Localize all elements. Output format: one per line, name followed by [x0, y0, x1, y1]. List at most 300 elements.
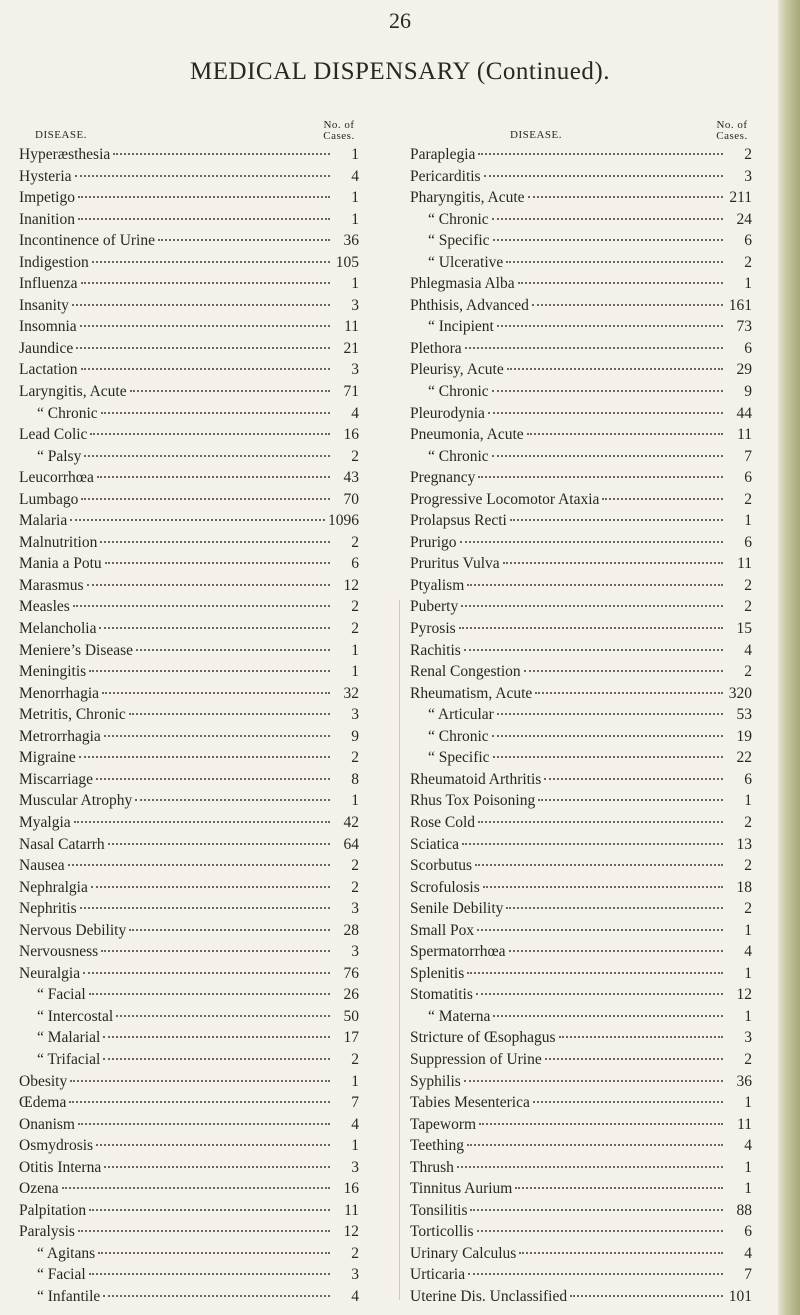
- dot-leader: [493, 239, 723, 241]
- disease-name: Meniere’s Disease: [19, 641, 134, 659]
- dot-leader: [70, 1080, 330, 1082]
- case-count: 1: [351, 146, 359, 163]
- disease-name: Rhus Tox Poisoning: [410, 792, 536, 810]
- case-count: 88: [736, 1201, 752, 1219]
- disease-row: [410, 1073, 752, 1095]
- case-count: 2: [351, 1244, 359, 1262]
- dot-leader: [559, 1036, 723, 1038]
- dot-leader: [533, 1101, 723, 1103]
- dot-leader: [538, 799, 723, 801]
- case-count: 15: [736, 620, 752, 638]
- case-count: 2: [351, 447, 359, 465]
- disease-name: Plethora: [410, 339, 462, 357]
- case-count: 3: [351, 296, 359, 314]
- disease-row: [19, 491, 359, 513]
- disease-row: [410, 275, 752, 297]
- dot-leader: [460, 541, 724, 543]
- disease-name: Nausea: [19, 857, 65, 875]
- dot-leader: [506, 907, 723, 909]
- dot-leader: [493, 756, 723, 758]
- case-count: 1: [351, 1137, 359, 1155]
- dot-leader: [467, 972, 723, 974]
- dot-leader: [477, 929, 723, 931]
- case-count: 44: [736, 404, 752, 422]
- disease-row: [19, 211, 359, 233]
- dot-leader: [130, 390, 330, 392]
- disease-row: [410, 771, 752, 793]
- case-count: 2: [744, 598, 752, 616]
- disease-name: Rheumatoid Arthritis: [410, 770, 542, 788]
- disease-row: [410, 857, 752, 879]
- disease-row: [19, 771, 359, 793]
- disease-row: [410, 211, 752, 233]
- dot-leader: [102, 692, 330, 694]
- case-count: 161: [728, 296, 752, 314]
- case-count: 29: [736, 361, 752, 379]
- disease-row: [410, 1008, 752, 1030]
- disease-name: Osmydrosis: [19, 1137, 94, 1155]
- dot-leader: [493, 1015, 723, 1017]
- disease-name: Paraplegia: [410, 146, 476, 163]
- case-count: 9: [744, 383, 752, 401]
- dot-leader: [527, 433, 723, 435]
- dot-leader: [532, 304, 723, 306]
- case-count: 1: [351, 792, 359, 810]
- right-column-header: [410, 119, 752, 156]
- disease-name: Syphilis: [410, 1072, 461, 1090]
- disease-row: [410, 361, 752, 383]
- disease-row: [410, 598, 752, 620]
- disease-name: Uterine Dis. Unclassified: [410, 1287, 568, 1305]
- page-edge: [778, 0, 800, 1315]
- disease-name: Sciatica: [410, 835, 460, 853]
- dot-leader: [492, 735, 723, 737]
- case-count: 2: [351, 878, 359, 896]
- cases-header-line1: No. of: [716, 119, 748, 131]
- right-disease-list: [410, 146, 752, 1310]
- case-count: 1: [744, 1094, 752, 1112]
- dot-leader: [87, 584, 330, 586]
- disease-row: [19, 405, 359, 427]
- case-count: 6: [744, 1223, 752, 1241]
- dot-leader: [510, 519, 723, 521]
- dot-leader: [468, 1273, 723, 1275]
- dot-leader: [89, 1273, 330, 1275]
- disease-row: [19, 1288, 359, 1310]
- disease-row: [410, 512, 752, 534]
- disease-row: [19, 1202, 359, 1224]
- case-count: 1: [744, 1007, 752, 1025]
- disease-row: [410, 642, 752, 664]
- dot-leader: [465, 347, 723, 349]
- case-count: 73: [736, 318, 752, 336]
- dot-leader: [108, 843, 330, 845]
- dot-leader: [129, 713, 330, 715]
- disease-row: [410, 318, 752, 340]
- case-count: 2: [744, 576, 752, 594]
- disease-name: Metrorrhagia: [19, 727, 101, 745]
- case-count: 3: [744, 167, 752, 185]
- disease-name: “ Facial: [37, 1266, 86, 1284]
- dot-leader: [492, 390, 723, 392]
- case-count: 2: [351, 598, 359, 616]
- disease-name: Torticollis: [410, 1223, 474, 1241]
- disease-name: Myalgia: [19, 813, 71, 831]
- case-count: 32: [343, 684, 359, 702]
- disease-row: [19, 340, 359, 362]
- disease-name: Urticaria: [410, 1266, 466, 1284]
- disease-name: “ Intercostal: [37, 1007, 114, 1025]
- disease-name: Lactation: [19, 361, 78, 379]
- case-count: 9: [351, 727, 359, 745]
- disease-name: Melancholia: [19, 620, 97, 638]
- case-count: 2: [744, 490, 752, 508]
- case-count: 11: [737, 555, 752, 573]
- disease-row: [19, 598, 359, 620]
- dot-leader: [80, 907, 330, 909]
- disease-name: Pruritus Vulva: [410, 555, 500, 573]
- dot-leader: [467, 1144, 723, 1146]
- disease-row: [410, 749, 752, 771]
- disease-name: Nervousness: [19, 943, 99, 961]
- disease-name: Splenitis: [410, 964, 465, 982]
- case-count: 6: [744, 533, 752, 551]
- case-count: 76: [343, 964, 359, 982]
- dot-leader: [492, 218, 723, 220]
- disease-name: Marasmus: [19, 576, 84, 594]
- disease-name: “ Agitans: [37, 1244, 96, 1262]
- disease-name: Tabies Mesenterica: [410, 1094, 530, 1112]
- disease-name: “ Facial: [37, 986, 86, 1004]
- dot-leader: [464, 649, 723, 651]
- dot-leader: [97, 476, 330, 478]
- disease-name: “ Materna: [428, 1007, 491, 1025]
- case-count: 12: [343, 1223, 359, 1241]
- disease-row: [410, 728, 752, 750]
- disease-row: [19, 1116, 359, 1138]
- dot-leader: [129, 929, 330, 931]
- case-count: 18: [736, 878, 752, 896]
- dot-leader: [503, 562, 723, 564]
- disease-name: Malaria: [19, 512, 68, 530]
- disease-name: Pneumonia, Acute: [410, 426, 524, 444]
- disease-row: [19, 555, 359, 577]
- disease-name: Hysteria: [19, 167, 72, 185]
- dot-leader: [135, 799, 330, 801]
- disease-row: [410, 534, 752, 556]
- disease-name: Tinnitus Aurium: [410, 1180, 513, 1198]
- dot-leader: [488, 412, 723, 414]
- disease-row: [19, 1180, 359, 1202]
- disease-name: Phthisis, Advanced: [410, 296, 529, 314]
- case-count: 2: [744, 1050, 752, 1068]
- disease-row: [19, 857, 359, 879]
- case-count: 320: [728, 684, 752, 702]
- disease-row: [19, 534, 359, 556]
- dot-leader: [509, 950, 723, 952]
- dot-leader: [483, 886, 723, 888]
- dot-leader: [497, 325, 723, 327]
- dot-leader: [70, 519, 325, 521]
- disease-name: Paralysis: [19, 1223, 75, 1241]
- case-count: 2: [351, 620, 359, 638]
- disease-row: [19, 512, 359, 534]
- disease-row: [19, 1245, 359, 1267]
- disease-name: Laryngitis, Acute: [19, 383, 127, 401]
- case-count: 2: [744, 857, 752, 875]
- left-column-header: [19, 119, 359, 156]
- dot-leader: [92, 261, 330, 263]
- dot-leader: [524, 670, 723, 672]
- disease-name: “ Chronic: [428, 383, 489, 401]
- disease-row: [410, 1116, 752, 1138]
- disease-name: Palpitation: [19, 1201, 87, 1219]
- disease-name: “ Malarial: [37, 1029, 101, 1047]
- disease-row: [410, 1029, 752, 1051]
- disease-name: “ Trifacial: [37, 1050, 101, 1068]
- disease-name: Scorbutus: [410, 857, 472, 875]
- case-count: 4: [351, 1115, 359, 1133]
- disease-name: Nephritis: [19, 900, 77, 918]
- disease-row: [19, 986, 359, 1008]
- disease-name: Measles: [19, 598, 70, 616]
- case-count: 6: [744, 770, 752, 788]
- case-count: 1: [351, 641, 359, 659]
- dot-leader: [103, 1036, 330, 1038]
- dot-leader: [90, 433, 330, 435]
- dot-leader: [78, 1123, 330, 1125]
- dot-leader: [80, 325, 330, 327]
- disease-row: [19, 254, 359, 276]
- disease-row: [410, 254, 752, 276]
- disease-row: [410, 168, 752, 190]
- disease-row: [410, 577, 752, 599]
- disease-name: Pleurisy, Acute: [410, 361, 504, 379]
- disease-name: Influenza: [19, 275, 78, 293]
- case-count: 6: [744, 339, 752, 357]
- disease-name: Inanition: [19, 210, 75, 228]
- dot-leader: [73, 605, 330, 607]
- case-count: 1: [744, 1180, 752, 1198]
- case-count: 6: [744, 232, 752, 250]
- disease-name: Miscarriage: [19, 770, 94, 788]
- disease-name: Menorrhagia: [19, 684, 100, 702]
- right-column: [410, 119, 752, 1310]
- disease-row: [410, 448, 752, 470]
- case-count: 1: [351, 210, 359, 228]
- disease-row: [19, 943, 359, 965]
- disease-row: [410, 663, 752, 685]
- disease-name: Meningitis: [19, 663, 87, 681]
- disease-row: [410, 836, 752, 858]
- disease-name: Rose Cold: [410, 813, 476, 831]
- case-count: 16: [343, 1180, 359, 1198]
- disease-row: [410, 1051, 752, 1073]
- disease-name: Urinary Calculus: [410, 1244, 517, 1262]
- dot-leader: [479, 1123, 723, 1125]
- disease-name: “ Specific: [428, 749, 490, 767]
- case-count: 36: [343, 232, 359, 250]
- case-count: 13: [736, 835, 752, 853]
- disease-row: [410, 1159, 752, 1181]
- disease-row: [410, 1202, 752, 1224]
- dot-leader: [113, 153, 330, 155]
- case-count: 8: [351, 770, 359, 788]
- case-count: 11: [737, 426, 752, 444]
- disease-name: Pregnancy: [410, 469, 476, 487]
- dot-leader: [84, 455, 330, 457]
- disease-name: Spermatorrhœa: [410, 943, 506, 961]
- disease-row: [19, 728, 359, 750]
- disease-name: Hyperæsthesia: [19, 146, 111, 163]
- case-count: 43: [343, 469, 359, 487]
- disease-row: [410, 189, 752, 211]
- dot-leader: [89, 993, 330, 995]
- disease-row: [19, 448, 359, 470]
- disease-name: Ptyalism: [410, 576, 465, 594]
- case-count: 3: [351, 1158, 359, 1176]
- disease-row: [19, 383, 359, 405]
- dot-leader: [518, 282, 723, 284]
- case-count: 70: [343, 490, 359, 508]
- dot-leader: [100, 541, 330, 543]
- case-count: 53: [736, 706, 752, 724]
- case-count: 4: [744, 641, 752, 659]
- dot-leader: [75, 175, 330, 177]
- disease-name: Nephralgia: [19, 878, 88, 896]
- disease-row: [410, 383, 752, 405]
- dot-leader: [81, 282, 330, 284]
- dot-leader: [101, 950, 330, 952]
- case-count: 3: [351, 943, 359, 961]
- disease-row: [410, 706, 752, 728]
- case-count: 4: [351, 167, 359, 185]
- dot-leader: [78, 196, 330, 198]
- disease-row: [410, 469, 752, 491]
- case-count: 1: [351, 189, 359, 207]
- dot-leader: [76, 347, 330, 349]
- dot-leader: [477, 1230, 724, 1232]
- dot-leader: [544, 778, 723, 780]
- case-count: 1096: [328, 512, 359, 530]
- dot-leader: [91, 886, 330, 888]
- case-count: 7: [744, 1266, 752, 1284]
- dot-leader: [101, 412, 330, 414]
- case-count: 1: [744, 964, 752, 982]
- disease-row: [410, 1245, 752, 1267]
- cases-header: [712, 120, 752, 142]
- disease-name: “ Chronic: [37, 404, 98, 422]
- case-count: 1: [744, 275, 752, 293]
- disease-row: [410, 943, 752, 965]
- dot-leader: [484, 175, 723, 177]
- dot-leader: [78, 1230, 330, 1232]
- left-disease-list: [19, 146, 359, 1310]
- disease-row: [19, 297, 359, 319]
- case-count: 105: [335, 253, 359, 271]
- dot-leader: [470, 1209, 723, 1211]
- disease-name: “ Incipient: [428, 318, 494, 336]
- disease-row: [19, 1073, 359, 1095]
- dot-leader: [62, 1187, 330, 1189]
- disease-row: [19, 189, 359, 211]
- disease-row: [19, 1029, 359, 1051]
- dot-leader: [99, 627, 330, 629]
- disease-name: Insanity: [19, 296, 69, 314]
- dot-leader: [476, 993, 723, 995]
- dot-leader: [69, 1101, 330, 1103]
- disease-name: Nervous Debility: [19, 921, 127, 939]
- disease-name: Onanism: [19, 1115, 75, 1133]
- column-divider: [399, 600, 400, 1300]
- dot-leader: [98, 1252, 330, 1254]
- disease-row: [410, 1223, 752, 1245]
- disease-name: Renal Congestion: [410, 663, 521, 681]
- case-count: 6: [351, 555, 359, 573]
- disease-row: [19, 275, 359, 297]
- disease-name: Pleurodynia: [410, 404, 485, 422]
- disease-row: [19, 900, 359, 922]
- disease-name: Senile Debility: [410, 900, 504, 918]
- case-count: 6: [744, 469, 752, 487]
- dot-leader: [96, 778, 330, 780]
- dot-leader: [105, 562, 330, 564]
- disease-name: Muscular Atrophy: [19, 792, 133, 810]
- disease-name: Progressive Locomotor Ataxia: [410, 490, 600, 508]
- disease-name: Jaundice: [19, 339, 74, 357]
- disease-name: Leucorrhœa: [19, 469, 94, 487]
- dot-leader: [467, 584, 723, 586]
- disease-name: Pericarditis: [410, 167, 481, 185]
- dot-leader: [74, 821, 330, 823]
- dot-leader: [464, 1080, 723, 1082]
- case-count: 7: [351, 1094, 359, 1112]
- case-count: 11: [737, 1115, 752, 1133]
- case-count: 4: [351, 404, 359, 422]
- disease-name: “ Articular: [428, 706, 494, 724]
- disease-row: [410, 814, 752, 836]
- dot-leader: [103, 1058, 330, 1060]
- case-count: 11: [344, 318, 359, 336]
- disease-row: [410, 1288, 752, 1310]
- disease-name: Prolapsus Recti: [410, 512, 507, 530]
- disease-name: Insomnia: [19, 318, 77, 336]
- dot-leader: [103, 1295, 330, 1297]
- disease-name: Lumbago: [19, 490, 79, 508]
- disease-name: Ozena: [19, 1180, 59, 1198]
- case-count: 19: [736, 727, 752, 745]
- disease-row: [19, 620, 359, 642]
- disease-name: “ Palsy: [37, 447, 82, 465]
- case-count: 71: [343, 383, 359, 401]
- disease-row: [19, 922, 359, 944]
- disease-row: [19, 642, 359, 664]
- case-count: 2: [351, 533, 359, 551]
- disease-name: Suppression of Urine: [410, 1050, 542, 1068]
- disease-name: Teething: [410, 1137, 465, 1155]
- dot-leader: [104, 1166, 330, 1168]
- left-column: [19, 119, 359, 1310]
- disease-name: “ Ulcerative: [428, 253, 504, 271]
- disease-name: Indigestion: [19, 253, 89, 271]
- dot-leader: [515, 1187, 723, 1189]
- disease-name: Nasal Catarrh: [19, 835, 105, 853]
- disease-name: Scrofulosis: [410, 878, 480, 896]
- dot-leader: [535, 692, 723, 694]
- disease-row: [19, 1137, 359, 1159]
- dot-leader: [79, 756, 330, 758]
- dot-leader: [457, 1166, 723, 1168]
